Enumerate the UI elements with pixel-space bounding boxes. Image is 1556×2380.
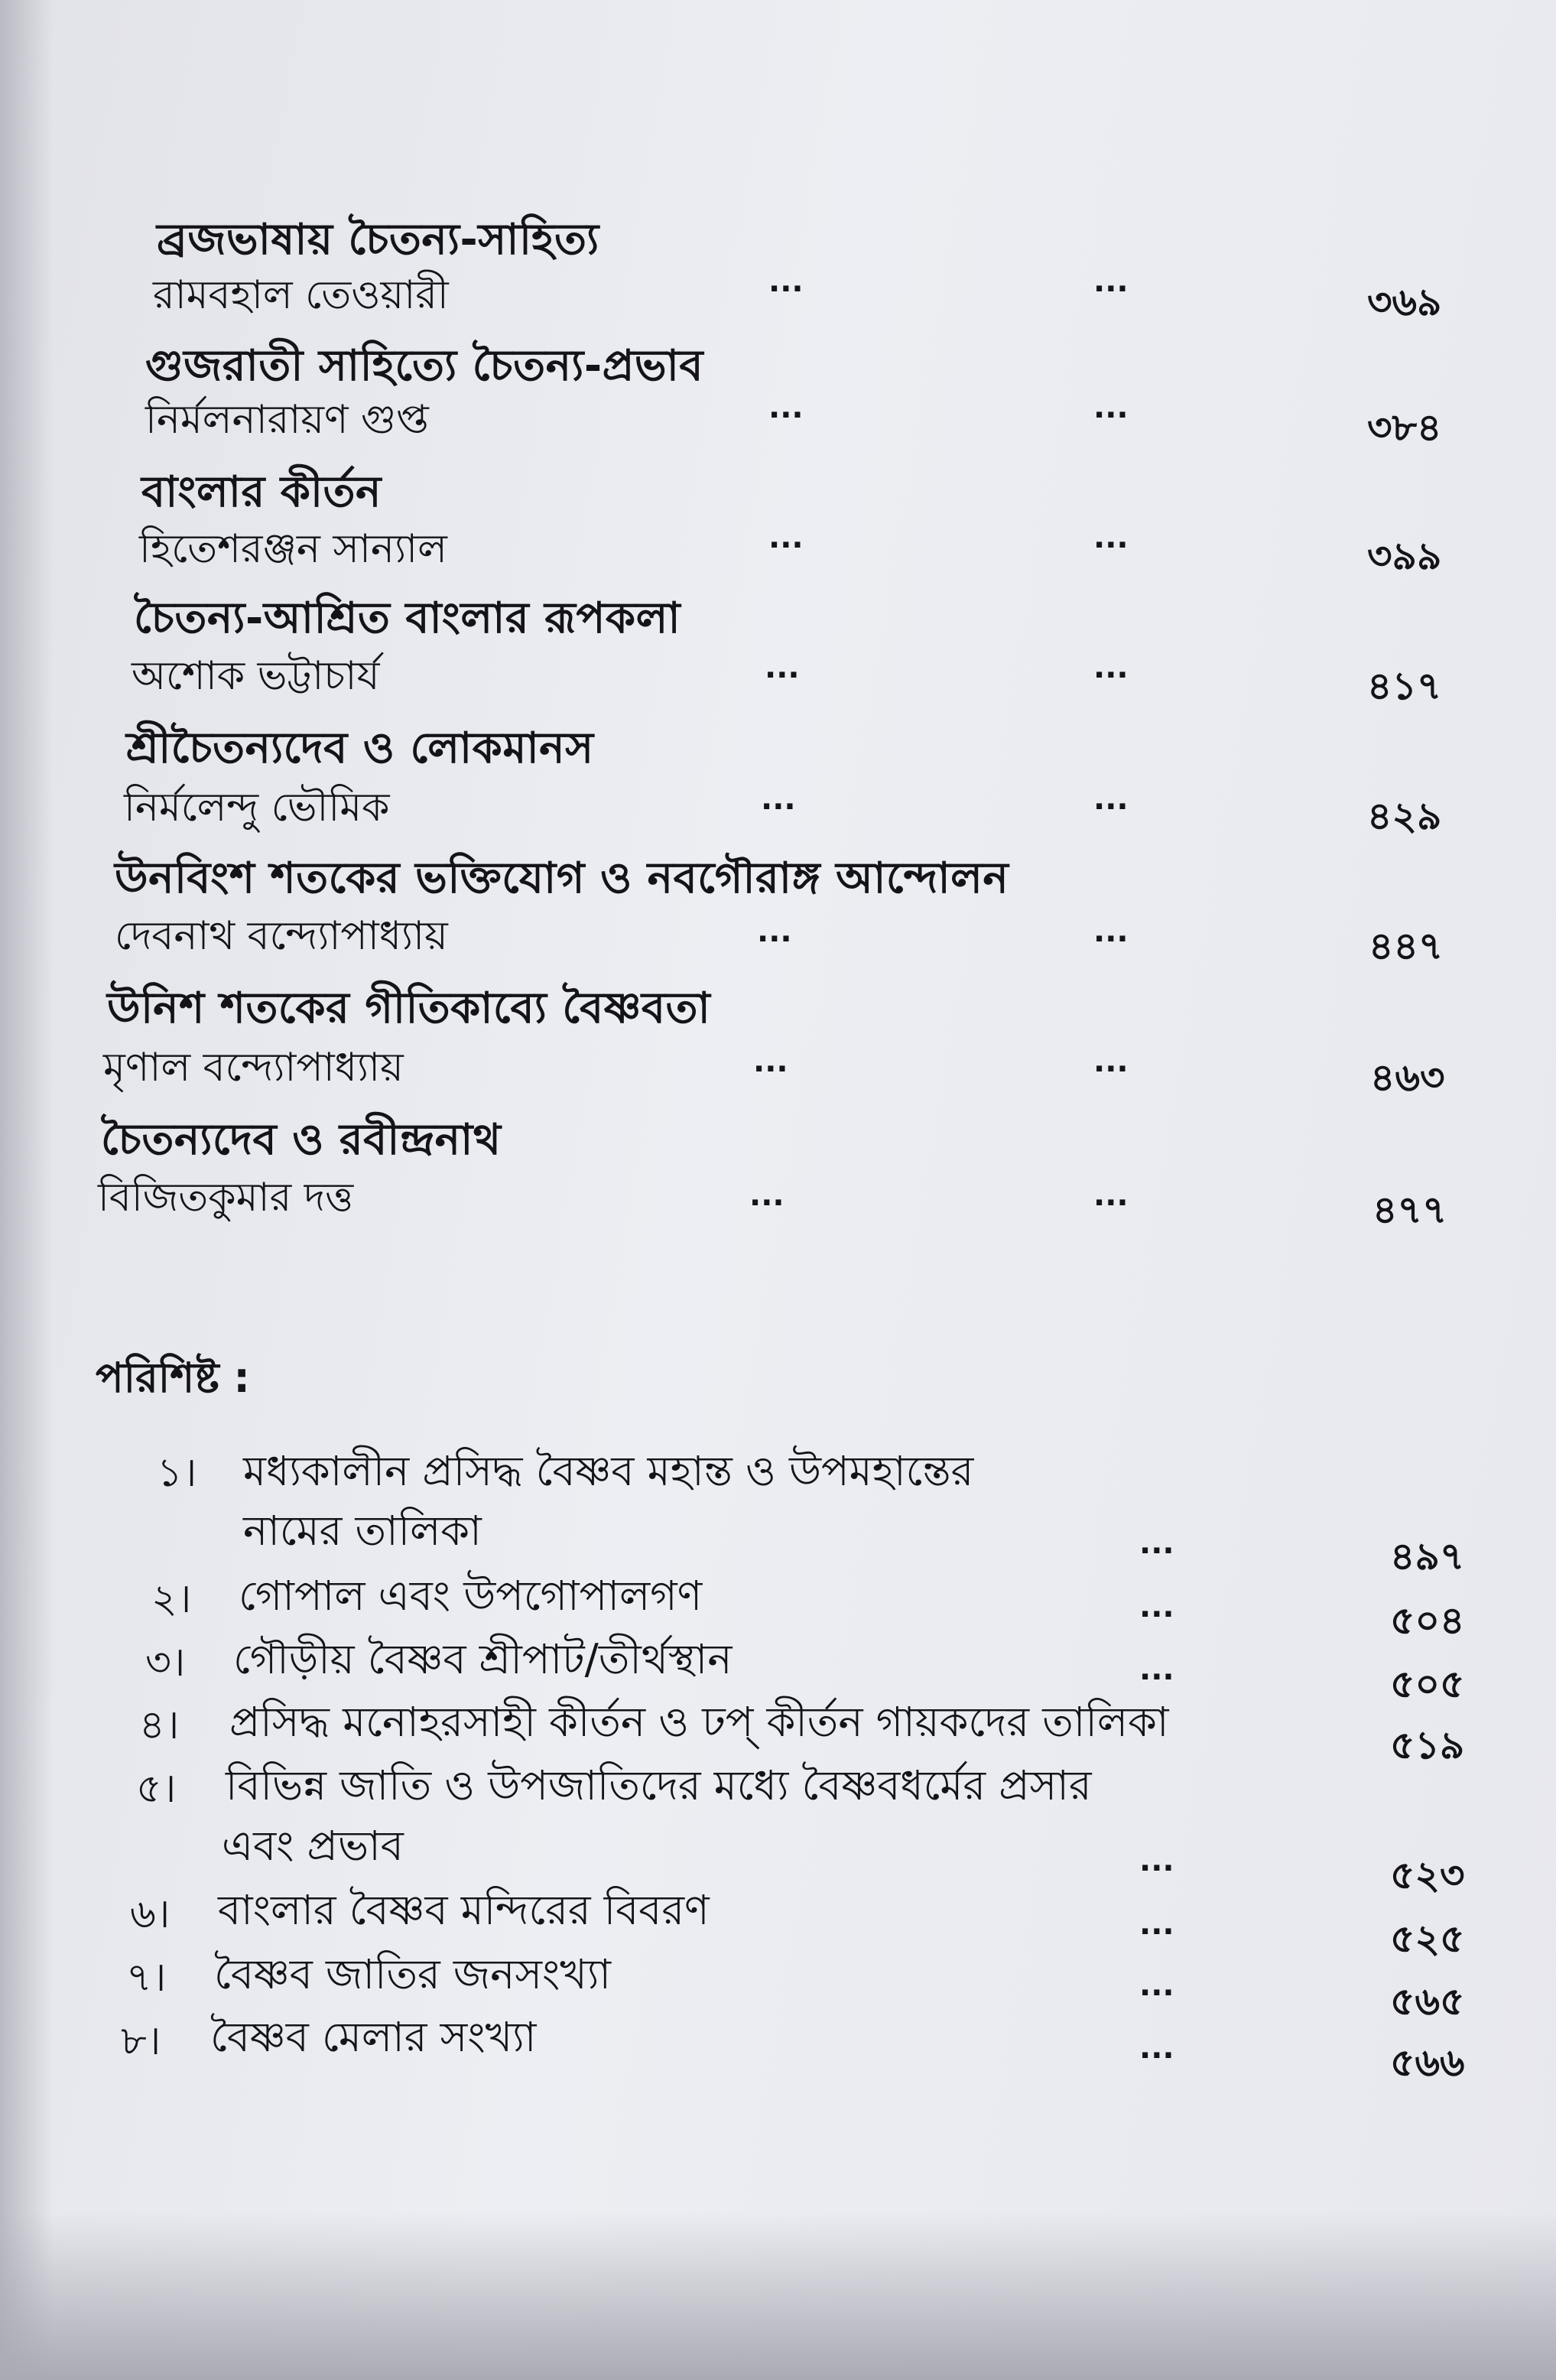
leader-dots: ... [1139, 1652, 1174, 1687]
appendix-item-text: এবং প্রভাব [222, 1822, 404, 1870]
entry-author: রামবহাল তেওয়ারী [153, 272, 449, 318]
leader-dots: ... [768, 390, 804, 425]
page-number: ৫২৩ [1390, 1853, 1465, 1897]
leader-dots: ... [1139, 2030, 1174, 2066]
appendix-item-text: বৈষ্ণব মেলার সংখ্যা [210, 2013, 537, 2061]
appendix-item-text: গৌড়ীয় বৈষ্ণব শ্রীপাট/তীর্থস্থান [233, 1635, 733, 1683]
appendix-heading: পরিশিষ্ট : [96, 1354, 250, 1402]
entry-title: চৈতন্য-আশ্রিত বাংলার রূপকলা [134, 593, 681, 643]
leader-dots: ... [757, 914, 792, 949]
leader-dots: ... [753, 1044, 788, 1079]
appendix-item-text: নামের তালিকা [243, 1507, 482, 1555]
leader-dots: ... [1093, 782, 1129, 817]
leader-dots: ... [1093, 520, 1129, 555]
page-number: ৪৭৭ [1372, 1188, 1447, 1232]
leader-dots: ... [1093, 650, 1129, 685]
appendix-item-number: ৩। [145, 1640, 186, 1686]
appendix-item-number: ১। [157, 1450, 197, 1496]
leader-dots: ... [1093, 1044, 1129, 1079]
entry-title: ব্রজভাষায় চৈতন্য-সাহিত্য [157, 215, 599, 265]
entry-author: নির্মলেন্দু ভৌমিক [124, 785, 390, 831]
leader-dots: ... [1093, 390, 1129, 425]
page-shadow-left [0, 0, 54, 2380]
appendix-item-text: গোপাল এবং উপগোপালগণ [239, 1572, 703, 1620]
page-number: ৫২৫ [1390, 1917, 1465, 1961]
appendix-item-number: ৮। [121, 2018, 161, 2064]
leader-dots: ... [1139, 1843, 1174, 1878]
appendix-item-number: ২। [151, 1576, 192, 1622]
entry-title: বাংলার কীর্তন [141, 467, 382, 517]
appendix-item-number: ৫। [136, 1766, 177, 1812]
leader-dots: ... [768, 264, 804, 299]
entry-title: চৈতন্যদেব ও রবীন্দ্রনাথ [101, 1115, 502, 1165]
page-number: ৫১৯ [1390, 1723, 1465, 1767]
appendix-item-text: বৈষ্ণব জাতির জনসংখ্যা [214, 1950, 612, 1998]
page-number: ৪৪৭ [1369, 924, 1444, 968]
entry-title: শ্রীচৈতন্যদেব ও লোকমানস [126, 723, 594, 773]
page-number: ৪৯৭ [1390, 1534, 1465, 1579]
entry-author: হিতেশরঞ্জন সান্যাল [139, 526, 447, 572]
page-number: ৫০৪ [1390, 1598, 1465, 1643]
appendix-item-number: ৪। [139, 1702, 180, 1748]
appendix-item-text: মধ্যকালীন প্রসিদ্ধ বৈষ্ণব মহান্ত ও উপমহান্তের [243, 1447, 974, 1495]
page-shadow-bottom [0, 2212, 1556, 2380]
leader-dots: ... [765, 650, 800, 685]
entry-title: গুজরাতী সাহিত্যে চৈতন্য-প্রভাব [145, 341, 704, 391]
page-number: ৪১৭ [1367, 664, 1442, 708]
entry-author: মৃণাল বন্দ্যোপাধ্যায় [103, 1045, 404, 1091]
entry-title: উনবিংশ শতকের ভক্তিযোগ ও নবগৌরাঙ্গ আন্দোলন [115, 853, 1009, 903]
page-number: ৩৯৯ [1367, 534, 1442, 578]
page-number: ৫৬৫ [1390, 1979, 1465, 2024]
entry-author: দেবনাথ বন্দ্যোপাধ্যায় [115, 913, 448, 959]
leader-dots: ... [1093, 914, 1129, 949]
leader-dots: ... [1093, 264, 1129, 299]
page-number: ৫৬৬ [1390, 2040, 1465, 2085]
page-number: ৩৬৯ [1367, 280, 1442, 324]
leader-dots: ... [1139, 1968, 1174, 2003]
appendix-item-number: ৭। [126, 1955, 167, 2001]
leader-dots: ... [768, 520, 804, 555]
appendix-item-text: বিভিন্ন জাতি ও উপজাতিদের মধ্যে বৈষ্ণবধর্মের প্রসার [226, 1761, 1092, 1809]
appendix-item-text: প্রসিদ্ধ মনোহরসাহী কীর্তন ও ঢপ্ কীর্তন গায়কদের তালিকা [229, 1698, 1169, 1746]
leader-dots: ... [761, 782, 796, 817]
leader-dots: ... [1139, 1526, 1174, 1561]
leader-dots: ... [1139, 1589, 1174, 1624]
entry-author: নির্মলনারায়ণ গুপ্ত [145, 397, 429, 443]
entry-author: অশোক ভট্টাচার্য [132, 653, 380, 699]
appendix-item-number: ৬। [130, 1891, 171, 1937]
page-number: ৩৮৪ [1367, 405, 1442, 450]
page-number: ৪৬৩ [1370, 1055, 1445, 1100]
leader-dots: ... [1139, 1907, 1174, 1942]
appendix-item-text: বাংলার বৈষ্ণব মন্দিরের বিবরণ [218, 1886, 710, 1934]
page-number: ৪২৯ [1367, 794, 1442, 838]
page-number: ৫০৫ [1390, 1662, 1465, 1706]
entry-title: উনিশ শতকের গীতিকাব্যে বৈষ্ণবতা [107, 984, 711, 1033]
leader-dots: ... [749, 1178, 784, 1213]
leader-dots: ... [1093, 1178, 1129, 1213]
entry-author: বিজিতকুমার দত্ত [98, 1175, 354, 1221]
